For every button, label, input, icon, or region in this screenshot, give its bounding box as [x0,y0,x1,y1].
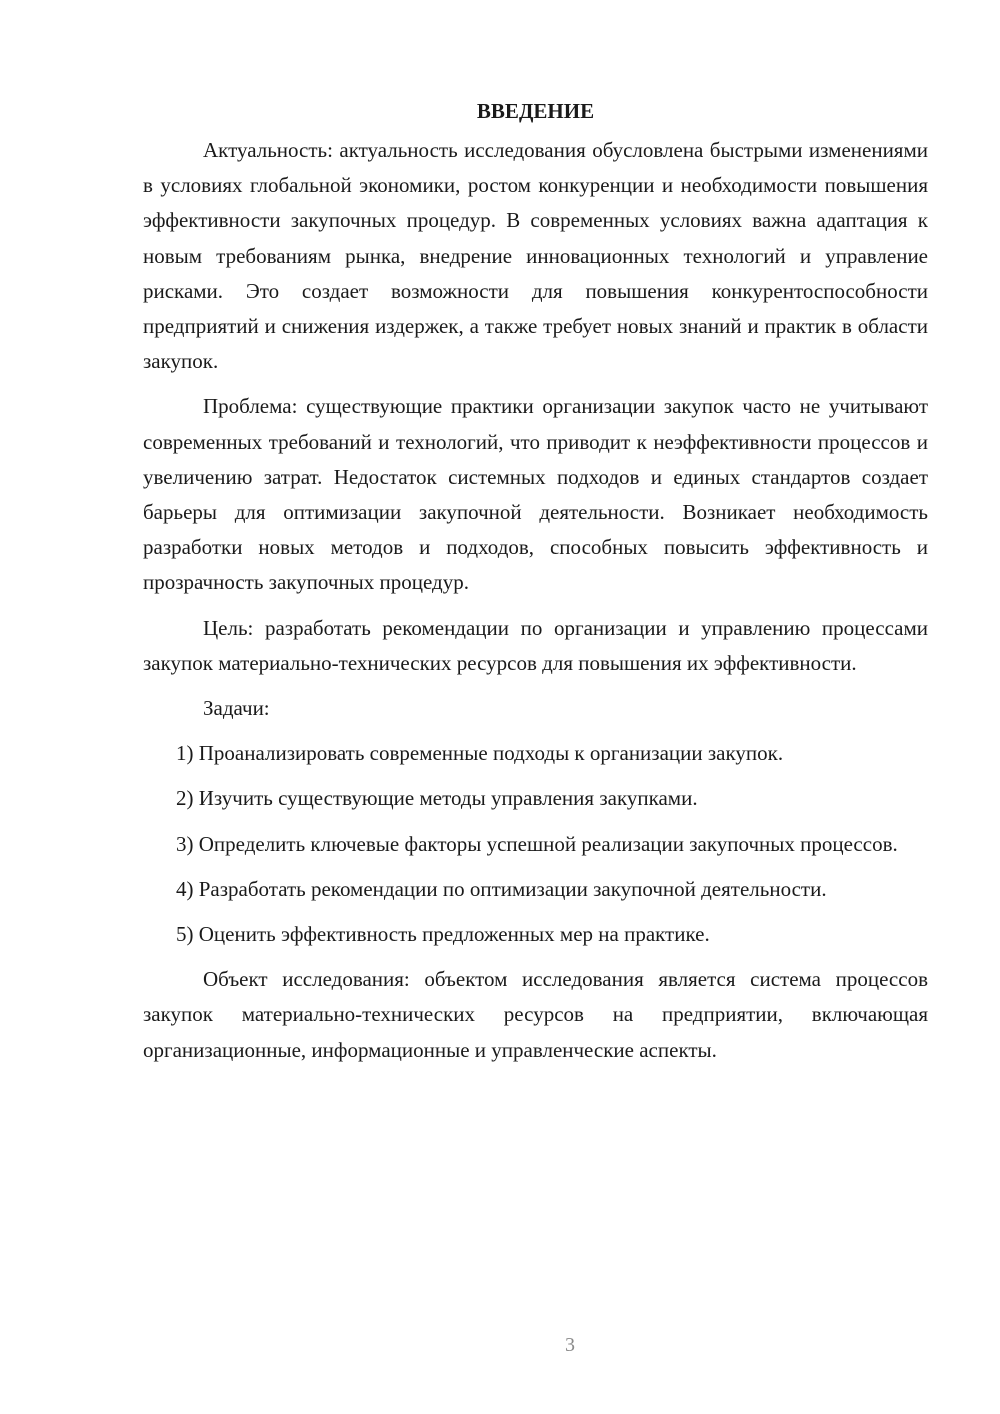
task-item: 1) Проанализировать современные подходы к организации закупок. [176,741,784,766]
task-item: 5) Оценить эффективность предложенных мер на практике. [176,922,710,947]
task-item: 3) Определить ключевые факторы успешной реализации закупочных процессов. [176,831,898,856]
tasks-heading: Задачи: [203,696,270,721]
task-item: 4) Разработать рекомендации по оптимизации закупочной деятельности. [176,876,827,901]
page-content [143,96,928,1068]
page-number: 3 [565,1334,575,1356]
section-title: ВВЕДЕНИЕ [476,99,595,123]
paragraph-goal: Цель: разработать рекомендации по организации и управлению процессами закупок материально-технических ресурсов для повышения их эффективности. [143,615,928,675]
task-item: 2) Изучить существующие методы управления закупками. [176,786,698,811]
paragraph-problem: Проблема: существующие практики организации закупок часто не учитывают современных требований и технологий, что приводит к неэффективности процессов и увеличению затрат. Недостаток системных подходов и единых стандартов создает барьеры для оптимизации закупочной деятельности. Возникает необходимость разработки новых методов и подходов, способных повысить эффективность и прозрачность закупочных процедур. [143,394,928,595]
paragraph-object: Объект исследования: объектом исследования является система процессов закупок материально-технических ресурсов на предприятии, включающая организационные, информационные и управленческие аспекты. [143,967,928,1062]
paragraph-relevance: Актуальность: актуальность исследования обусловлена быстрыми изменениями в условиях глобальной экономики, ростом конкуренции и необходимости повышения эффективности закупочных процедур. В современных условиях важна адаптация к новым требованиям рынка, внедрение инновационных технологий и управление рисками. Это создает возможности для повышения конкурентоспособности предприятий и снижения издержек, а также требует новых знаний и практик в области закупок. [143,138,928,374]
